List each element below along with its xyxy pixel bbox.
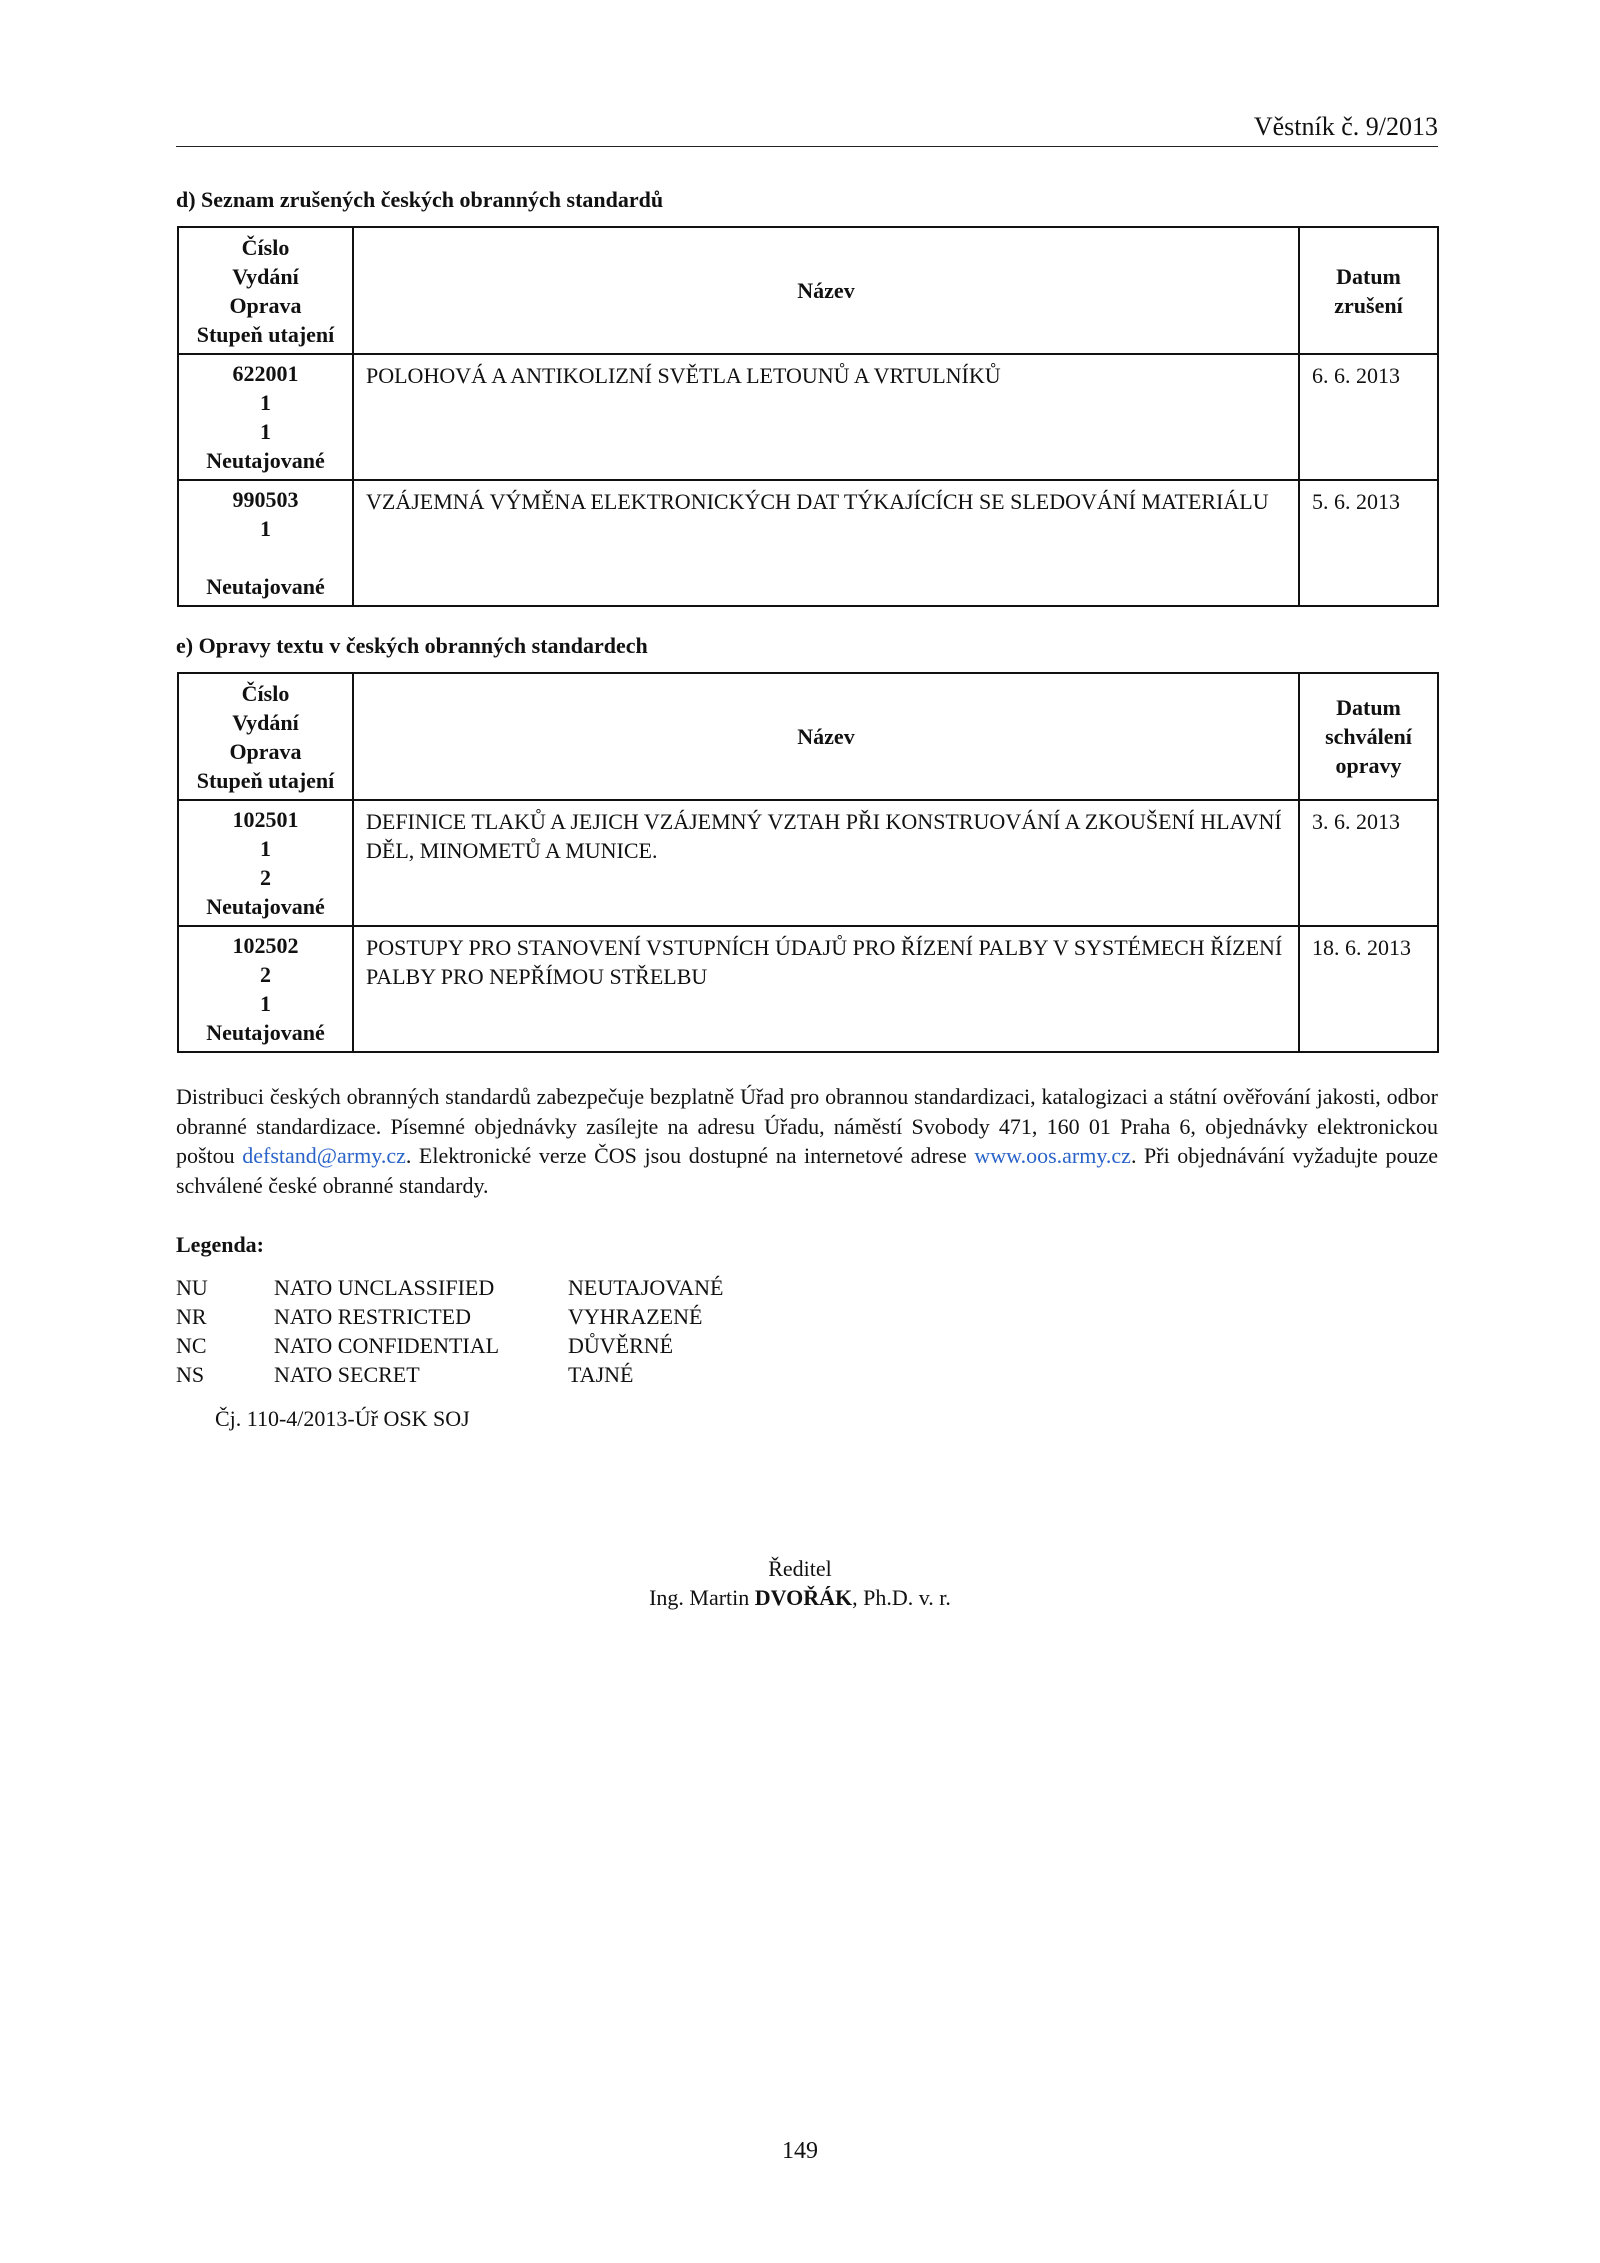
- page-header: [176, 112, 1438, 147]
- cancel-date: 6. 6. 2013: [1299, 354, 1438, 480]
- header-name: Název: [353, 673, 1299, 800]
- section-e-title: e) Opravy textu v českých obranných standardech: [176, 633, 648, 658]
- header-name: Název: [353, 227, 1299, 354]
- standard-name: DEFINICE TLAKŮ A JEJICH VZÁJEMNÝ VZTAH PŘI KONSTRUOVÁNÍ A ZKOUŠENÍ HLAVNÍ DĚL, MINOMETŮ A MUNICE.: [353, 800, 1299, 926]
- reference-number: Čj. 110-4/2013-Úř OSK SOJ: [215, 1406, 470, 1431]
- header-date-approved: Datum schválení opravy: [1299, 673, 1438, 800]
- bulletin-title: Věstník č. 9/2013: [1253, 112, 1438, 141]
- standard-id-cell: 622001 1 1 Neutajované: [178, 354, 353, 480]
- header-date-cancelled: Datum zrušení: [1299, 227, 1438, 354]
- standard-id-cell: 102501 1 2 Neutajované: [178, 800, 353, 926]
- header-number-edition: Číslo Vydání Oprava Stupeň utajení: [178, 673, 353, 800]
- legend-title: Legenda:: [176, 1232, 264, 1257]
- table-row: [178, 800, 1438, 926]
- standard-id-cell: 990503 1 Neutajované: [178, 480, 353, 606]
- page-number: 149: [782, 2138, 818, 2164]
- email-link[interactable]: defstand@army.cz: [242, 1143, 406, 1168]
- section-d-title: d) Seznam zrušených českých obranných standardů: [176, 187, 664, 212]
- legend-item: NC NATO CONFIDENTIAL DŮVĚRNÉ: [176, 1333, 674, 1358]
- header-number-edition: Číslo Vydání Oprava Stupeň utajení: [178, 227, 353, 354]
- text-corrections-table: [177, 672, 1439, 1053]
- table-row: [178, 926, 1438, 1052]
- standard-name: POLOHOVÁ A ANTIKOLIZNÍ SVĚTLA LETOUNŮ A VRTULNÍKŮ: [353, 354, 1299, 480]
- website-link[interactable]: www.oos.army.cz: [974, 1143, 1131, 1168]
- legend-list: [176, 1273, 876, 1389]
- standard-id-cell: 102502 2 1 Neutajované: [178, 926, 353, 1052]
- table-header-row: [178, 227, 1438, 354]
- cancel-date: 5. 6. 2013: [1299, 480, 1438, 606]
- approval-date: 18. 6. 2013: [1299, 926, 1438, 1052]
- legend-item: NS NATO SECRET TAJNÉ: [176, 1362, 634, 1387]
- distribution-paragraph: Distribuci českých obranných standardů zabezpečuje bezplatně Úřad pro obrannou standardizaci, katalogizaci a státní ověřování jakosti, odbor obranné standardizace. Písemné objednávky zasílejte na adresu Úřadu, náměstí Svobody 471, 160 01 Praha 6, objednávky elektronickou poštou defstand@army.cz. Elektronické verze ČOS jsou dostupné na internetové adrese www.oos.army.cz. Při objednávání vyžadujte pouze schválené české obranné standardy.: [176, 1084, 1438, 1198]
- signature-role: Ředitel: [768, 1556, 832, 1581]
- cancelled-standards-table: [177, 226, 1439, 607]
- table-row: [178, 480, 1438, 606]
- standard-name: POSTUPY PRO STANOVENÍ VSTUPNÍCH ÚDAJŮ PRO ŘÍZENÍ PALBY V SYSTÉMECH ŘÍZENÍ PALBY PRO NEPŘÍMOU STŘELBU: [353, 926, 1299, 1052]
- standard-name: VZÁJEMNÁ VÝMĚNA ELEKTRONICKÝCH DAT TÝKAJÍCÍCH SE SLEDOVÁNÍ MATERIÁLU: [353, 480, 1299, 606]
- table-header-row: [178, 673, 1438, 800]
- legend-item: NR NATO RESTRICTED VYHRAZENÉ: [176, 1304, 703, 1329]
- approval-date: 3. 6. 2013: [1299, 800, 1438, 926]
- legend-item: NU NATO UNCLASSIFIED NEUTAJOVANÉ: [176, 1275, 724, 1300]
- signature-name: Ing. Martin DVOŘÁK, Ph.D. v. r.: [649, 1585, 951, 1610]
- signature-block: [0, 1554, 1600, 1612]
- table-row: [178, 354, 1438, 480]
